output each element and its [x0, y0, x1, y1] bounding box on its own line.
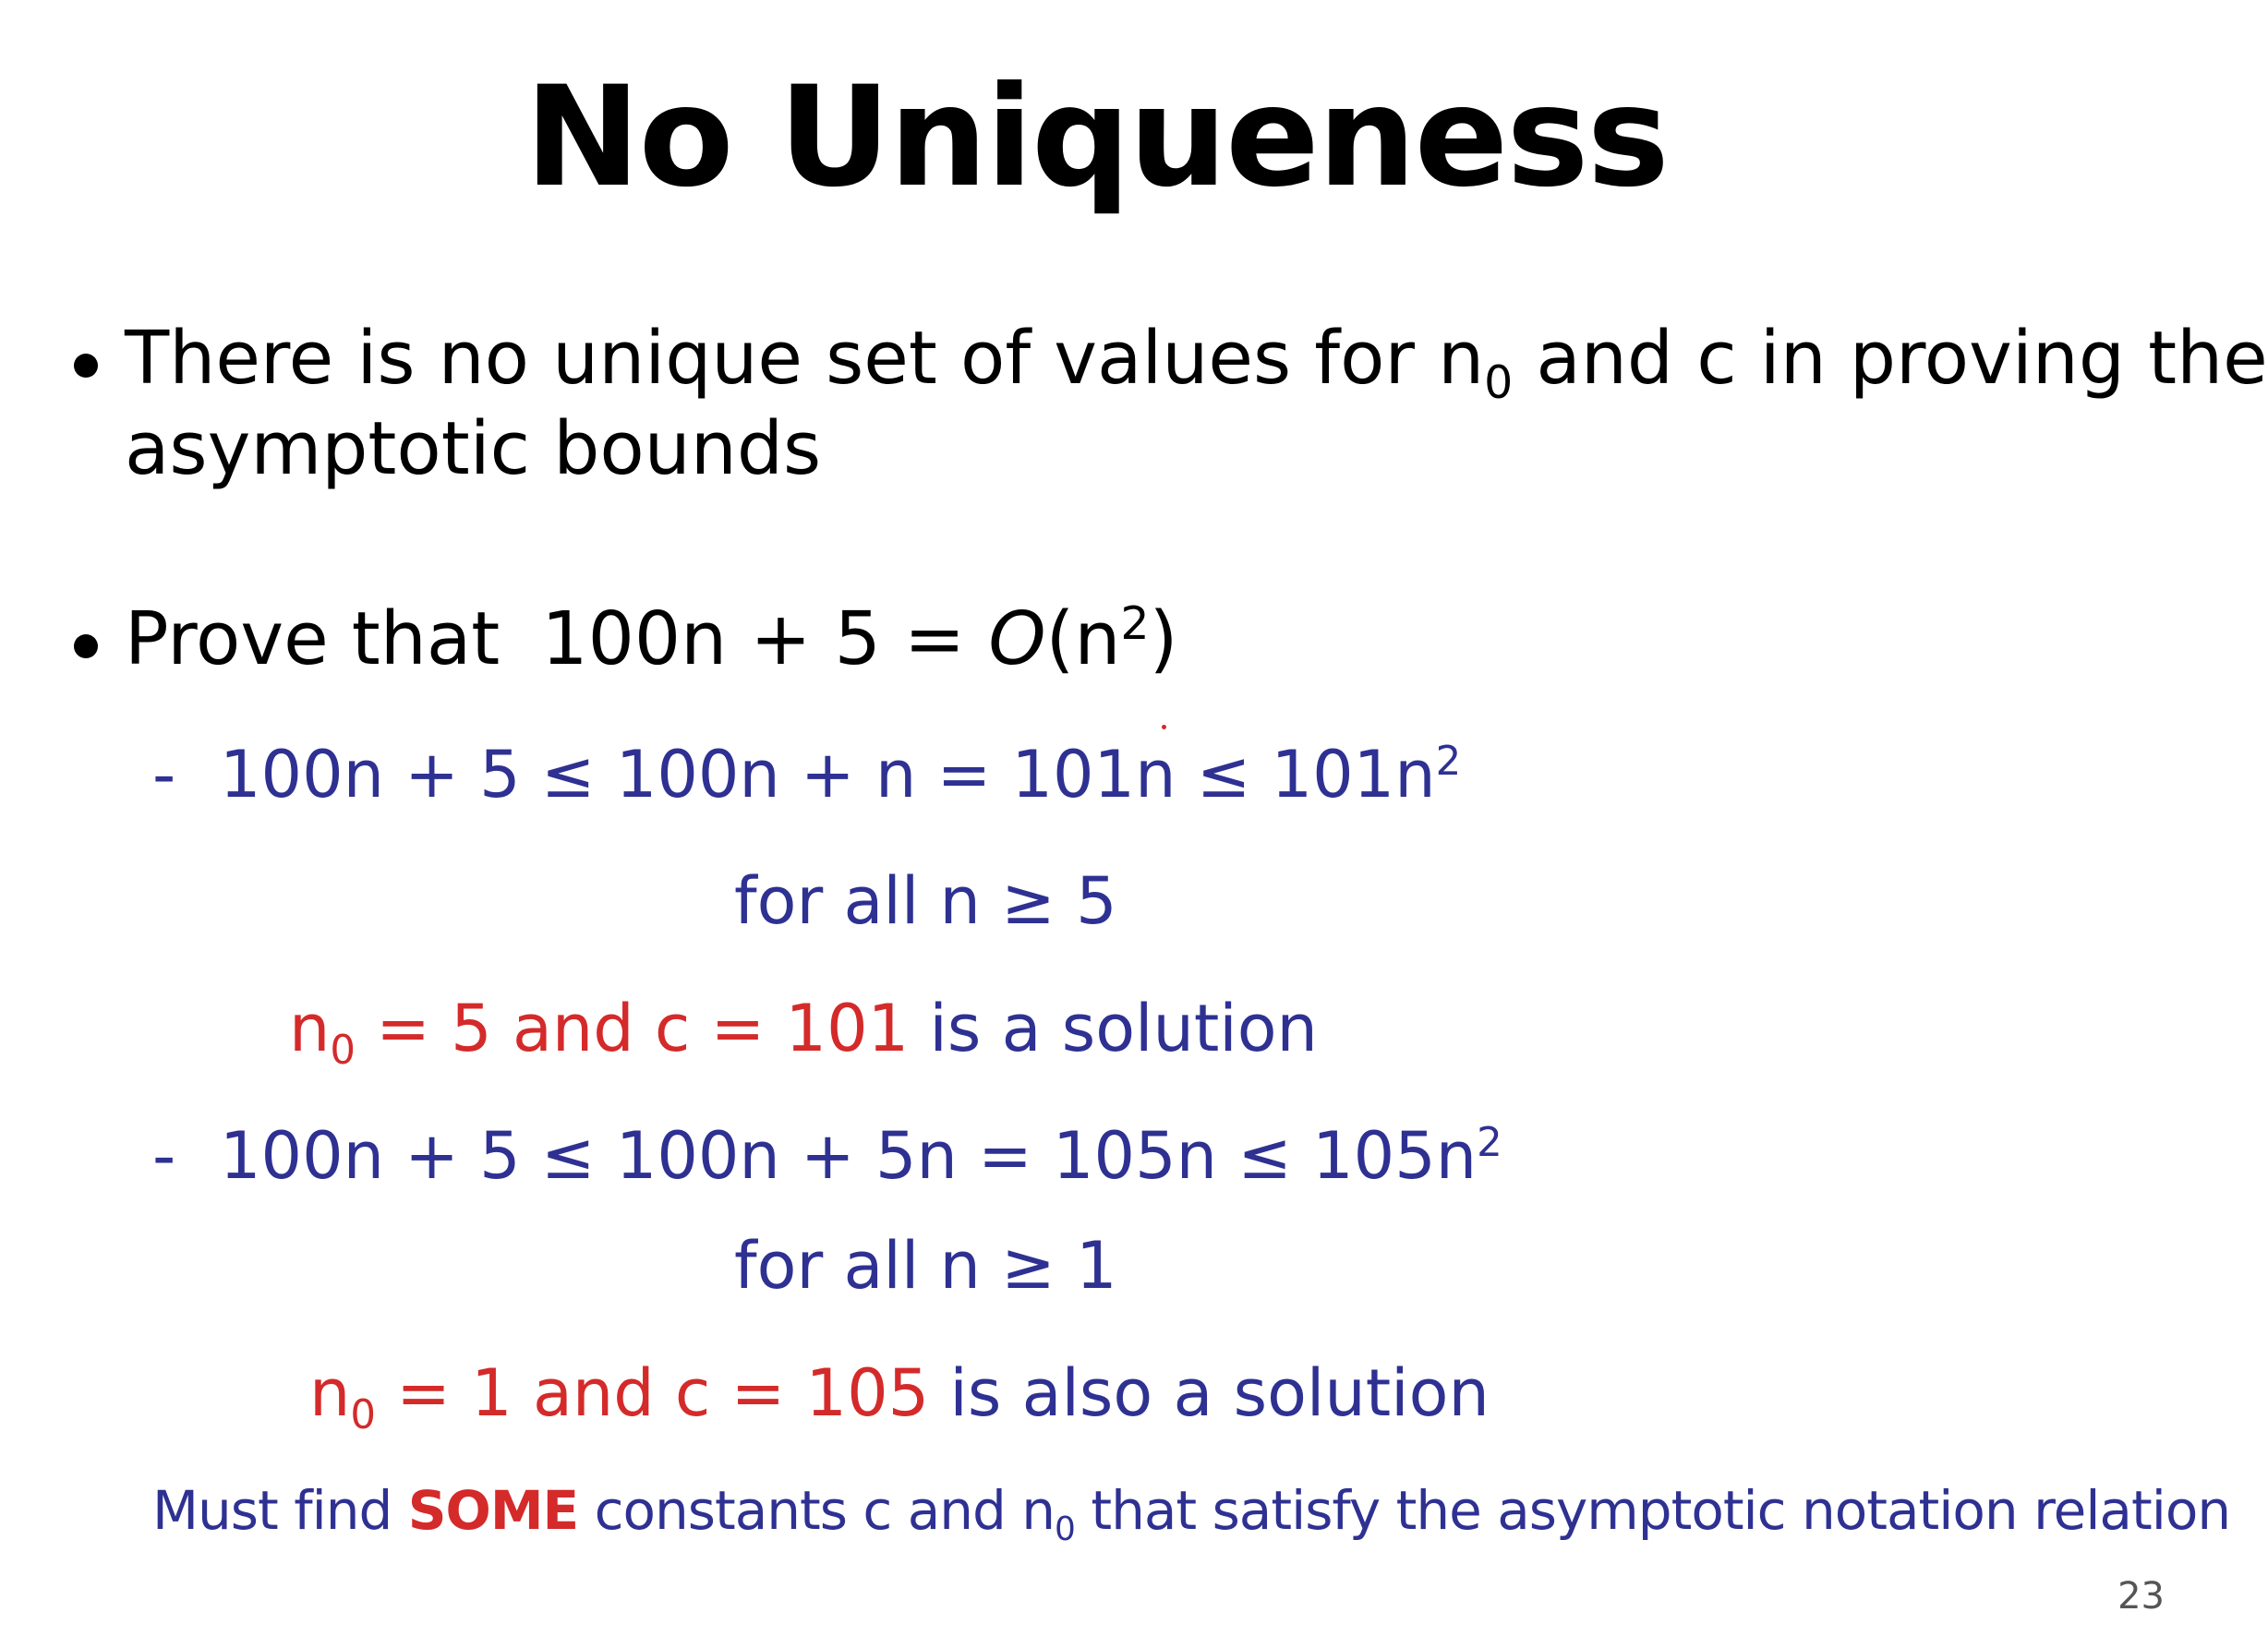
step-1-n0-symbol: n0: [289, 991, 356, 1074]
step-2-n0-symbol: n0: [309, 1355, 376, 1438]
bullet-2-line: [125, 596, 1177, 681]
bullet-point-icon: [74, 354, 98, 378]
footnote-emphasis: SOME: [407, 1479, 579, 1542]
step-2-dash: -: [152, 1118, 176, 1194]
footnote: Must find SOME constants c and n0 that satisfy the asymptotic notation relation: [152, 1479, 2231, 1548]
bullet-1-n-symbol: n0: [1438, 316, 1514, 409]
bullet-2-label: Prove that: [125, 596, 501, 681]
step-1-solution: [289, 991, 1318, 1074]
step-1-condition: for all n ≥ 5: [734, 863, 1117, 939]
slide-title: No Uniqueness: [525, 57, 1668, 218]
step-1-solution-text: is a solution: [929, 991, 1318, 1066]
step-2-condition: for all n ≥ 1: [734, 1228, 1117, 1304]
step-2-solution: [309, 1355, 1490, 1438]
step-1-expression: $100n + 5 \le 100n + n = 101n \le 101n^2$: [220, 737, 1462, 812]
bullet-1-line-1: [125, 316, 2268, 409]
bullet-point-icon: [74, 634, 98, 658]
step-1-dash: -: [152, 737, 176, 812]
bullet-1-line-2: asymptotic bounds: [125, 406, 822, 491]
step-1-solution-values: = 5 and c = 101: [376, 991, 910, 1066]
page-number: 23: [2117, 1575, 2165, 1618]
step-2-expression: $100n + 5 \le 100n + 5n = 105n \le 105n^2$: [220, 1118, 1502, 1194]
bullet-1-text-b: and: [1536, 316, 1674, 401]
step-2-solution-values: = 1 and c = 105: [396, 1355, 930, 1431]
bullet-1-text-a: There is no unique set of values for: [125, 316, 1415, 401]
decorative-dot: [1162, 725, 1166, 729]
bullet-1-c-symbol: c: [1696, 316, 1737, 401]
bullet-2-expression: $100n + 5 = O(n^2)$: [541, 596, 1178, 681]
step-2-solution-text: is also a solution: [949, 1355, 1490, 1431]
bullet-1-text-c: in proving the: [1759, 316, 2268, 401]
